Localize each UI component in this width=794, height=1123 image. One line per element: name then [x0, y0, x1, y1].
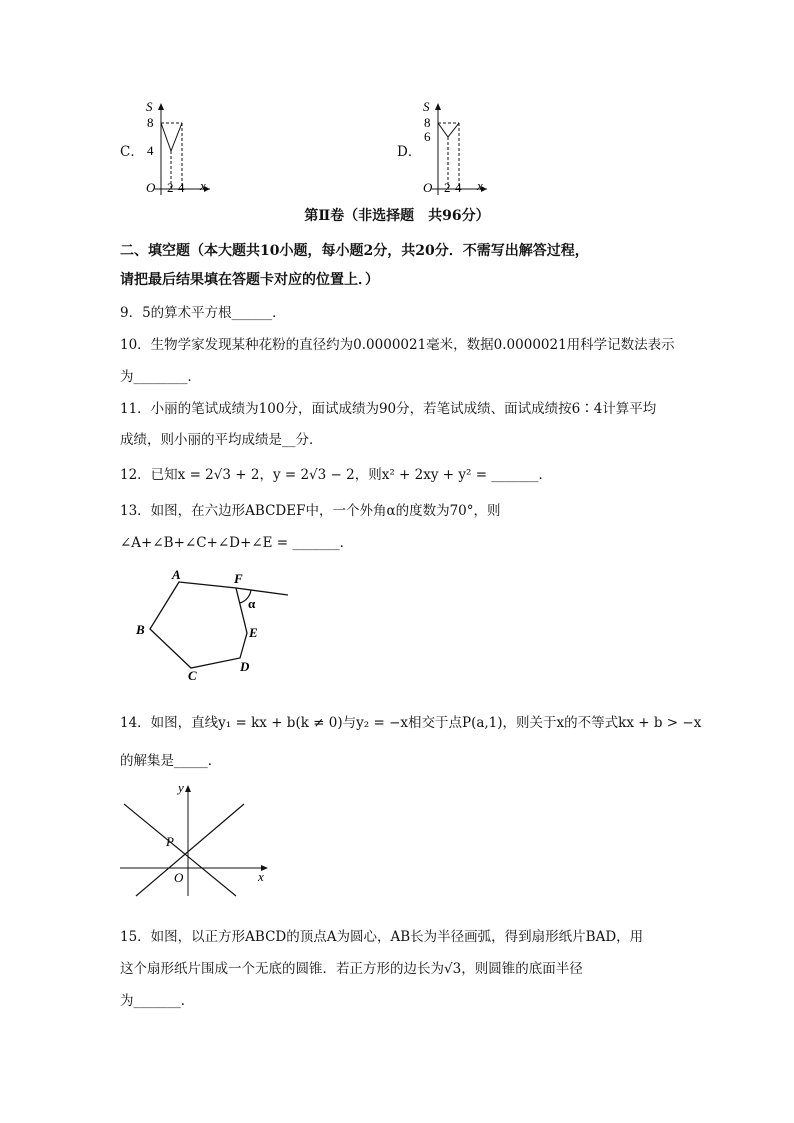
question-13-line1: 13．如图，在六边形ABCDEF中，一个外角α的度数为70°，则 [120, 503, 501, 519]
origin-label: O [423, 180, 433, 195]
x-label: x [477, 178, 483, 193]
question-10-line1: 10．生物学家发现某种花粉的直径约为0.0000021毫米，数据0.0000021用科学记数法表示 [120, 337, 675, 353]
vertex-a: A [172, 567, 181, 582]
y-tick-8: 8 [424, 115, 431, 130]
vertex-c: C [188, 668, 197, 683]
vertex-d: D [240, 659, 250, 674]
s-axis-arrow [158, 103, 164, 110]
angle-alpha: α [248, 596, 256, 611]
hexagon-figure [130, 565, 300, 685]
question-14-line1: 14．如图，直线y₁ = kx + b(k ≠ 0)与y₂ = −x相交于点P(a,1)，则关于x的不等式kx + b > −x [120, 715, 702, 731]
question-15-line2: 这个扇形纸片围成一个无底的圆锥．若正方形的边长为√3，则圆锥的底面半径 [120, 961, 583, 977]
x-tick-2: 2 [167, 180, 174, 195]
s-axis-arrow [435, 103, 441, 110]
question-12: 12．已知x = 2√3 + 2，y = 2√3 − 2，则x² + 2xy + y² = _______． [120, 467, 553, 483]
y-axis-arrow [185, 785, 191, 792]
question-15-line1: 15．如图，以正方形ABCD的顶点A为圆心，AB长为半径画弧，得到扇形纸片BAD，用 [120, 929, 644, 945]
lines-figure [118, 778, 278, 898]
question-15-line3: 为_______． [120, 993, 195, 1009]
y-tick-6: 6 [424, 129, 431, 144]
part2-heading-line2: 请把最后结果填在答题卡对应的位置上．） [120, 272, 379, 288]
graph-line [161, 123, 182, 151]
vertex-f: F [234, 571, 243, 586]
hexagon [150, 582, 247, 668]
s-label: S [146, 99, 153, 114]
x-tick-2: 2 [444, 180, 451, 195]
question-14-line2: 的解集是_____． [120, 753, 222, 769]
section-title: 第Ⅱ卷（非选择题 共96分） [304, 208, 490, 224]
option-d-graph [417, 95, 497, 195]
y-label: y [178, 780, 184, 795]
origin-label: O [146, 180, 156, 195]
origin-label: O [174, 870, 184, 885]
x-tick-4: 4 [455, 180, 462, 195]
x-tick-4: 4 [178, 180, 185, 195]
option-c-label: C． [120, 144, 144, 160]
question-11-line1: 11．小丽的笔试成绩为100分，面试成绩为90分，若笔试成绩、面试成绩按6∶4计算平均 [120, 401, 657, 417]
question-13-line2: ∠A+∠B+∠C+∠D+∠E = _______． [120, 535, 354, 551]
option-c-graph [140, 95, 220, 195]
point-p-label: P [166, 834, 174, 849]
s-label: S [423, 99, 430, 114]
extension-line [236, 588, 288, 595]
vertex-e: E [249, 625, 258, 640]
x-label: x [258, 869, 264, 884]
x-label: x [200, 178, 206, 193]
question-11-line2: 成绩，则小丽的平均成绩是__分． [120, 432, 323, 448]
option-d-label: D． [397, 144, 422, 160]
vertex-b: B [136, 622, 145, 637]
question-10-line2: 为________． [120, 369, 201, 385]
line-y1 [136, 804, 244, 896]
graph-line [438, 123, 459, 137]
y-tick-4: 4 [147, 143, 154, 158]
y-tick-8: 8 [147, 115, 154, 130]
part2-heading-line1: 二、填空题（本大题共10小题，每小题2分，共20分．不需写出解答过程， [120, 243, 589, 259]
question-9: 9．5的算术平方根______． [120, 305, 286, 321]
